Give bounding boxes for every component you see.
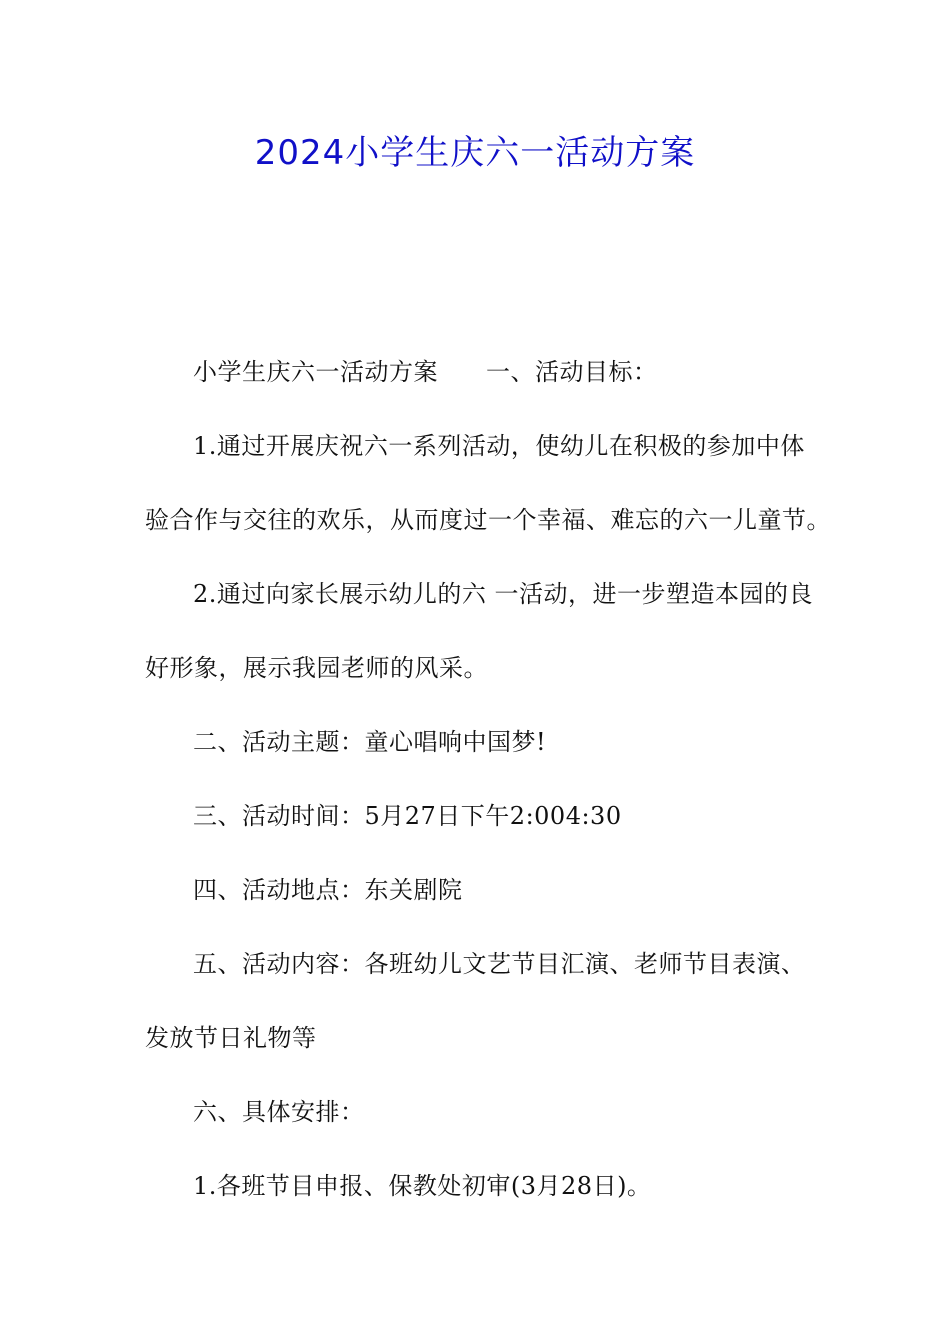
goal-2-line-1: 2.通过向家长展示幼儿的六 一活动，进一步塑造本园的良 [193,580,814,608]
paragraph-time [145,779,810,853]
goal-1-line-2: 验合作与交往的欢乐，从而度过一个幸福、难忘的六一儿童节。 [145,506,831,534]
document-body [145,335,831,1223]
intro-heading: 小学生庆六一活动方案 [193,358,438,386]
location-line: 四、活动地点：东关剧院 [193,876,463,904]
paragraph-theme [145,705,810,779]
paragraph-arrangement [145,1075,810,1149]
content-line-1: 五、活动内容：各班幼儿文艺节目汇演、老师节目表演、 [193,950,806,978]
paragraph-content [145,927,810,1075]
time-line: 三、活动时间：5月27日下午2:004:30 [193,802,622,830]
paragraph-goal-1 [145,409,831,557]
paragraph-intro [145,335,810,409]
content-line-2: 发放节日礼物等 [145,1024,317,1052]
paragraph-goal-2 [145,557,814,705]
arrangement-heading: 六、具体安排： [193,1098,365,1126]
section-goals-heading: 一、活动目标： [486,358,658,386]
document-title: 2024小学生庆六一活动方案 [254,133,696,173]
theme-line: 二、活动主题：童心唱响中国梦! [193,728,547,756]
goal-1-line-1: 1.通过开展庆祝六一系列活动，使幼儿在积极的参加中体 [193,432,805,460]
goal-2-line-2: 好形象，展示我园老师的风采。 [145,654,488,682]
paragraph-location [145,853,810,927]
arrangement-1-line: 1.各班节目申报、保教处初审(3月28日)。 [193,1172,652,1200]
paragraph-arrangement-1 [145,1149,810,1223]
